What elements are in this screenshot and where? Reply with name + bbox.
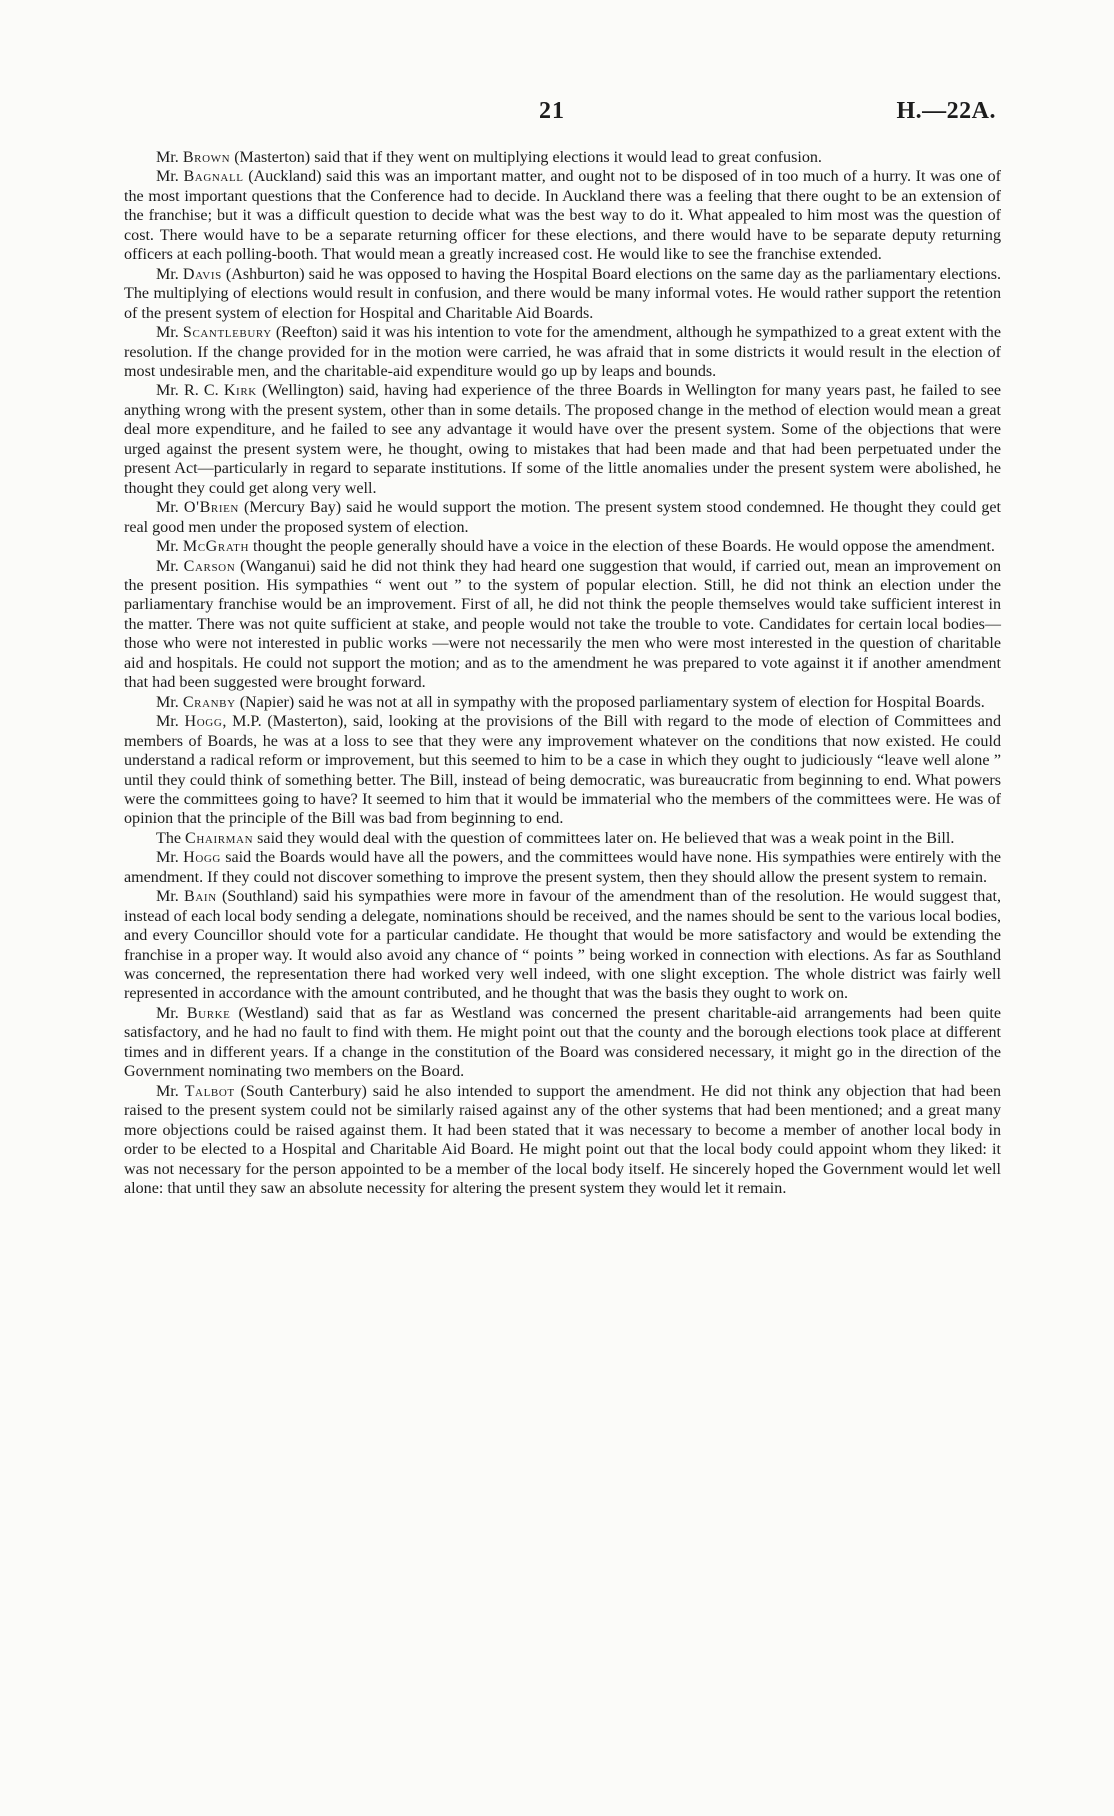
speech-text: said the Boards would have all the powers, and the committees would have none. His sympathies were entirely with the amendment. If they could not discover something to improve the present system, then they should allow the present system to remain. (124, 849, 1002, 886)
speaker-prefix: Mr. (156, 265, 183, 283)
speaker-prefix: Mr. (156, 713, 185, 731)
speech-paragraph (124, 693, 1001, 712)
speaker-prefix: Mr. (156, 324, 183, 342)
speaker-name: Kirk (223, 382, 257, 400)
speech-text: (Ashburton) said he was opposed to having the Hospital Board elections on the same day as the parliamentary elections. The multiplying of elections would result in confusion, and there would be many informal votes. He would rather support the retention of the present system of election for Hospital and Charitable Aid Boards. (124, 265, 1002, 322)
speech-paragraph (124, 381, 1001, 498)
speech-paragraph (124, 1004, 1001, 1082)
speech-text: , M.P. (Masterton), said, looking at the provisions of the Bill with regard to the mode of election of Committees and members of Boards, he was at a loss to see that they were any improvement whatever on the conditions that now existed. He could understand a radical reform or improvement, but this seemed to him to be a case in which they ought to judiciously “leave well alone ” until they could think of something better. The Bill, instead of being democratic, was bureaucratic from beginning to end. What powers were the committees going to have? It seemed to him that it would be immaterial who the members of the committees were. He was of opinion that the principle of the Bill was bad from beginning to end. (124, 713, 1002, 828)
speech-paragraph (124, 537, 1001, 556)
speaker-prefix: Mr. (156, 538, 183, 556)
speech-text: (Mercury Bay) said he would support the motion. The present system stood condemned. He thought they could get real good men under the proposed system of election. (124, 499, 1001, 536)
speech-text: (Wanganui) said he did not think they had heard one suggestion that would, if carried out, mean an improvement on the present position. His sympathies “ went out ” to the system of popular election. Still, he did not think an election under the parliamentary franchise would be an improvement. First of all, he did not think the people themselves would take sufficient interest in the matter. There was not quite sufficient at stake, and people would not take the trouble to vote. Candidates for certain local bodies—those who were not interested in public works —were not necessarily the men who were most interested in the question of charitable aid and hospitals. He could not support the motion; and as to the amendment he was prepared to vote against it if another amendment that had been suggested were brought forward. (124, 557, 1001, 692)
speaker-name: Brown (182, 149, 231, 166)
speech-text: (South Canterbury) said he also intended to support the amendment. He did not think any objection that had been raised to the present system could not be similarly raised against any of the other systems that had been mentioned; and a great many more objections could be raised against them. It had been stated that it was necessary to become a member of another local body in order to be elected to a Hospital and Charitable Aid Board. He might point out that the local body could appoint whom they liked: it was not necessary for the person appointed to be a member of the local body itself. He sincerely hoped the Government would let well alone: that until they saw an absolute necessity for altering the present system they would let it remain. (124, 1082, 1002, 1198)
page-body (124, 148, 1001, 1198)
speaker-name: Cranby (182, 693, 236, 711)
speech-paragraph (124, 1082, 1001, 1199)
speaker-name: Davis (182, 265, 222, 283)
speaker-name: Chairman (185, 829, 254, 847)
speech-paragraph (124, 712, 1001, 829)
speech-text: (Napier) said he was not at all in sympathy with the proposed parliamentary system of election for Hospital Boards. (235, 693, 985, 711)
speaker-prefix: Mr. (156, 888, 185, 906)
speech-paragraph (124, 265, 1001, 323)
speech-text: (Masterton) said that if they went on multiplying elections it would lead to great confusion. (230, 149, 822, 166)
speech-paragraph (124, 557, 1001, 693)
speaker-name: Burke (186, 1004, 231, 1022)
speech-paragraph (124, 498, 1001, 537)
speaker-name: Scantlebury (182, 324, 272, 342)
speech-text: (Reefton) said it was his intention to vote for the amendment, although he sympathized to a great extent with the resolution. If the change provided for in the motion were carried, he was afraid that in some districts it would result in the election of most undesirable men, and the charitable-aid expenditure would go up by leaps and bounds. (124, 324, 1001, 380)
speech-paragraph (124, 148, 1001, 167)
speaker-name: Carson (183, 557, 236, 575)
speech-text: thought the people generally should have a voice in the election of these Boards. He would oppose the amendment. (249, 538, 995, 556)
page-number: 21 (539, 98, 565, 124)
speaker-prefix: Mr. (156, 149, 183, 166)
speaker-prefix: Mr. (156, 1082, 185, 1100)
speech-text: (Southland) said his sympathies were more in favour of the amendment than of the resolution. He would suggest that, instead of each local body sending a delegate, nominations should be received, and the names should be sent to the various local bodies, and every Councillor should vote for a particular candidate. He thought that would be more satisfactory and would be extending the franchise in a proper way. It would also avoid any chance of “ points ” being worked in connection with elections. As far as Southland was concerned, the representation there had worked very well indeed, with one slight exception. The whole district was fairly well represented in accordance with the amount contributed, and he thought that was the basis they ought to work on. (124, 888, 1001, 1003)
speaker-prefix: Mr. (156, 1004, 187, 1022)
speech-paragraph (124, 829, 1001, 848)
speech-paragraph (124, 167, 1001, 264)
speech-text: (Wellington) said, having had experience of the three Boards in Wellington for many years past, he failed to see anything wrong with the present system, other than in some details. The proposed change in the method of election would mean a great deal more expenditure, and he failed to see any advantage it would have over the present system. Some of the objections that were urged against the present system were, he thought, owing to mistakes that had been made and that had been perpetuated under the present Act—particularly in regard to separate institutions. If some of the little anomalies under the present system were abolished, he thought they could get along very well. (124, 382, 1001, 497)
speaker-prefix: Mr. (156, 499, 184, 517)
speaker-prefix: The (156, 829, 186, 847)
speaker-name: Hogg (183, 849, 221, 867)
speech-text: said they would deal with the question of committees later on. He believed that was a weak point in the Bill. (253, 829, 955, 847)
speaker-name: Bain (184, 888, 217, 906)
speech-paragraph (124, 848, 1001, 887)
speaker-prefix: Mr. R. C. (156, 382, 224, 400)
speaker-name: Hogg (184, 713, 223, 731)
speaker-name: Talbot (184, 1082, 235, 1100)
speech-text: (Auckland) said this was an important matter, and ought not to be disposed of in too much of a hurry. It was one of the most important questions that the Conference had to decide. In Auckland there was a feeling that there ought to be an extension of the franchise; but it was a difficult question to decide what was the best way to do it. What appealed to him most was the question of cost. There would have to be a separate returning officer for these elections, and there would have to be separate deputy returning officers at each polling-booth. That would mean a greatly increased cost. He would like to see the franchise extended. (124, 168, 1002, 264)
speech-paragraph (124, 323, 1001, 381)
speaker-prefix: Mr. (156, 693, 183, 711)
speaker-name: O'Brien (183, 499, 239, 517)
speaker-prefix: Mr. (156, 557, 184, 575)
speech-text: (Westland) said that as far as Westland was concerned the present charitable-aid arrangements had been quite satisfactory, and he had no fault to find with them. He might point out that the county and the borough elections took place at different times and in different years. If a change in the constitution of the Board was considered necessary, it might go in the direction of the Government nominating two members on the Board. (124, 1004, 1002, 1081)
speaker-prefix: Mr. (156, 849, 184, 867)
speaker-prefix: Mr. (156, 168, 184, 186)
speaker-name: Bagnall (183, 168, 244, 186)
speech-paragraph (124, 887, 1001, 1004)
speaker-name: McGrath (182, 538, 250, 556)
document-reference: H.—22A. (896, 98, 996, 124)
